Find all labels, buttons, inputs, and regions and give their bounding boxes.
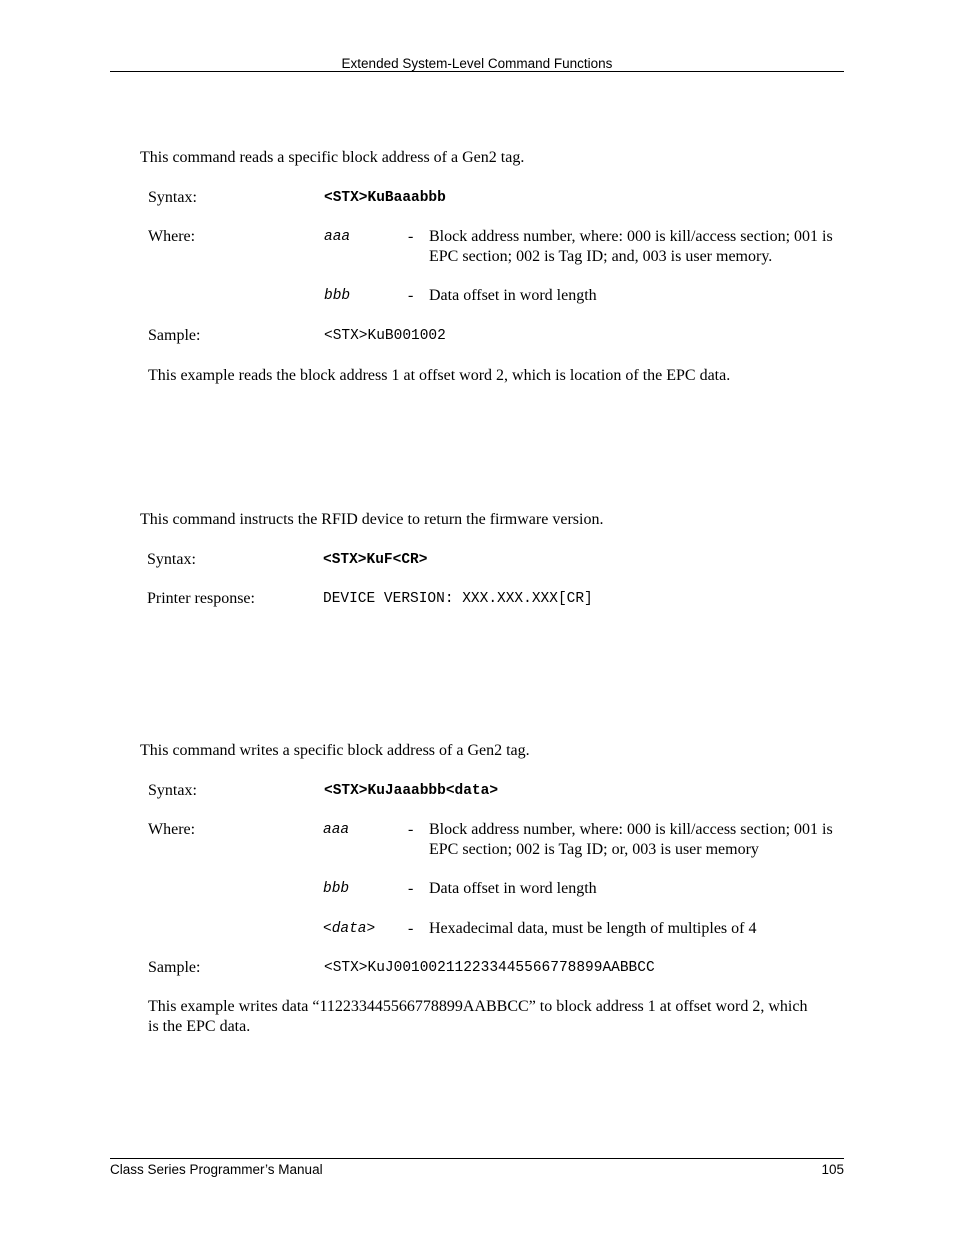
section-2-syntax-label: Syntax: bbox=[147, 551, 196, 568]
section-1-param-name: bbb bbox=[324, 288, 351, 304]
section-3-example-note: This example writes data “112233445566778899AABBCC” to block address 1 at offset word 2, which is the EPC data. bbox=[148, 998, 808, 1035]
section-3-param-desc: Data offset in word length bbox=[429, 880, 597, 897]
section-1-sample-label: Sample: bbox=[148, 327, 201, 344]
section-1-intro: This command reads a specific block address of a Gen2 tag. bbox=[140, 149, 525, 166]
section-3-param-dash: - bbox=[408, 880, 414, 897]
section-1-where-label: Where: bbox=[148, 228, 196, 245]
section-3-syntax-value: <STX>KuJaaabbb<data> bbox=[324, 783, 499, 799]
section-2-syntax-value: <STX>KuF<CR> bbox=[323, 552, 428, 568]
section-3-param-name: <data> bbox=[323, 921, 376, 937]
section-3-param-name: aaa bbox=[323, 822, 350, 838]
section-2-response-label: Printer response: bbox=[147, 590, 255, 607]
section-1-param-name: aaa bbox=[324, 229, 351, 245]
footer-rule bbox=[110, 1158, 844, 1159]
section-3-intro: This command writes a specific block address of a Gen2 tag. bbox=[140, 742, 530, 759]
section-1-param-dash: - bbox=[408, 228, 414, 245]
section-3-param-desc: Hexadecimal data, must be length of multiples of 4 bbox=[429, 920, 757, 937]
section-1-syntax-label: Syntax: bbox=[148, 189, 197, 206]
section-3-where-label: Where: bbox=[148, 821, 196, 838]
section-1-syntax-value: <STX>KuBaaabbb bbox=[324, 190, 446, 206]
section-1-param-desc: Block address number, where: 000 is kill/access section; 001 is EPC section; 002 is Tag ID; and, 003 is user memory. bbox=[429, 228, 833, 265]
section-1-param-desc: Data offset in word length bbox=[429, 287, 597, 304]
section-3-param-desc: Block address number, where: 000 is kill/access section; 001 is EPC section; 002 is Tag ID; or, 003 is user memory bbox=[429, 821, 833, 858]
section-1-example-note: This example reads the block address 1 at offset word 2, which is location of the EPC data. bbox=[148, 367, 731, 384]
section-2-intro: This command instructs the RFID device to return the firmware version. bbox=[140, 511, 604, 528]
section-3-param-name: bbb bbox=[323, 881, 350, 897]
section-1-param-dash: - bbox=[408, 287, 414, 304]
section-3-syntax-label: Syntax: bbox=[148, 782, 197, 799]
footer-manual-title: Class Series Programmer’s Manual bbox=[110, 1162, 323, 1177]
section-3-sample-value: <STX>KuJ001002112233445566778899AABBCC bbox=[324, 960, 655, 976]
header-rule bbox=[110, 71, 844, 72]
section-1-sample-value: <STX>KuB001002 bbox=[324, 328, 446, 344]
section-2-response-value: DEVICE VERSION: XXX.XXX.XXX[CR] bbox=[323, 591, 593, 607]
section-3-param-dash: - bbox=[408, 821, 414, 838]
section-3-sample-label: Sample: bbox=[148, 959, 201, 976]
section-3-param-dash: - bbox=[408, 920, 414, 937]
running-header: Extended System-Level Command Functions bbox=[341, 56, 613, 71]
page-number: 105 bbox=[821, 1162, 844, 1177]
